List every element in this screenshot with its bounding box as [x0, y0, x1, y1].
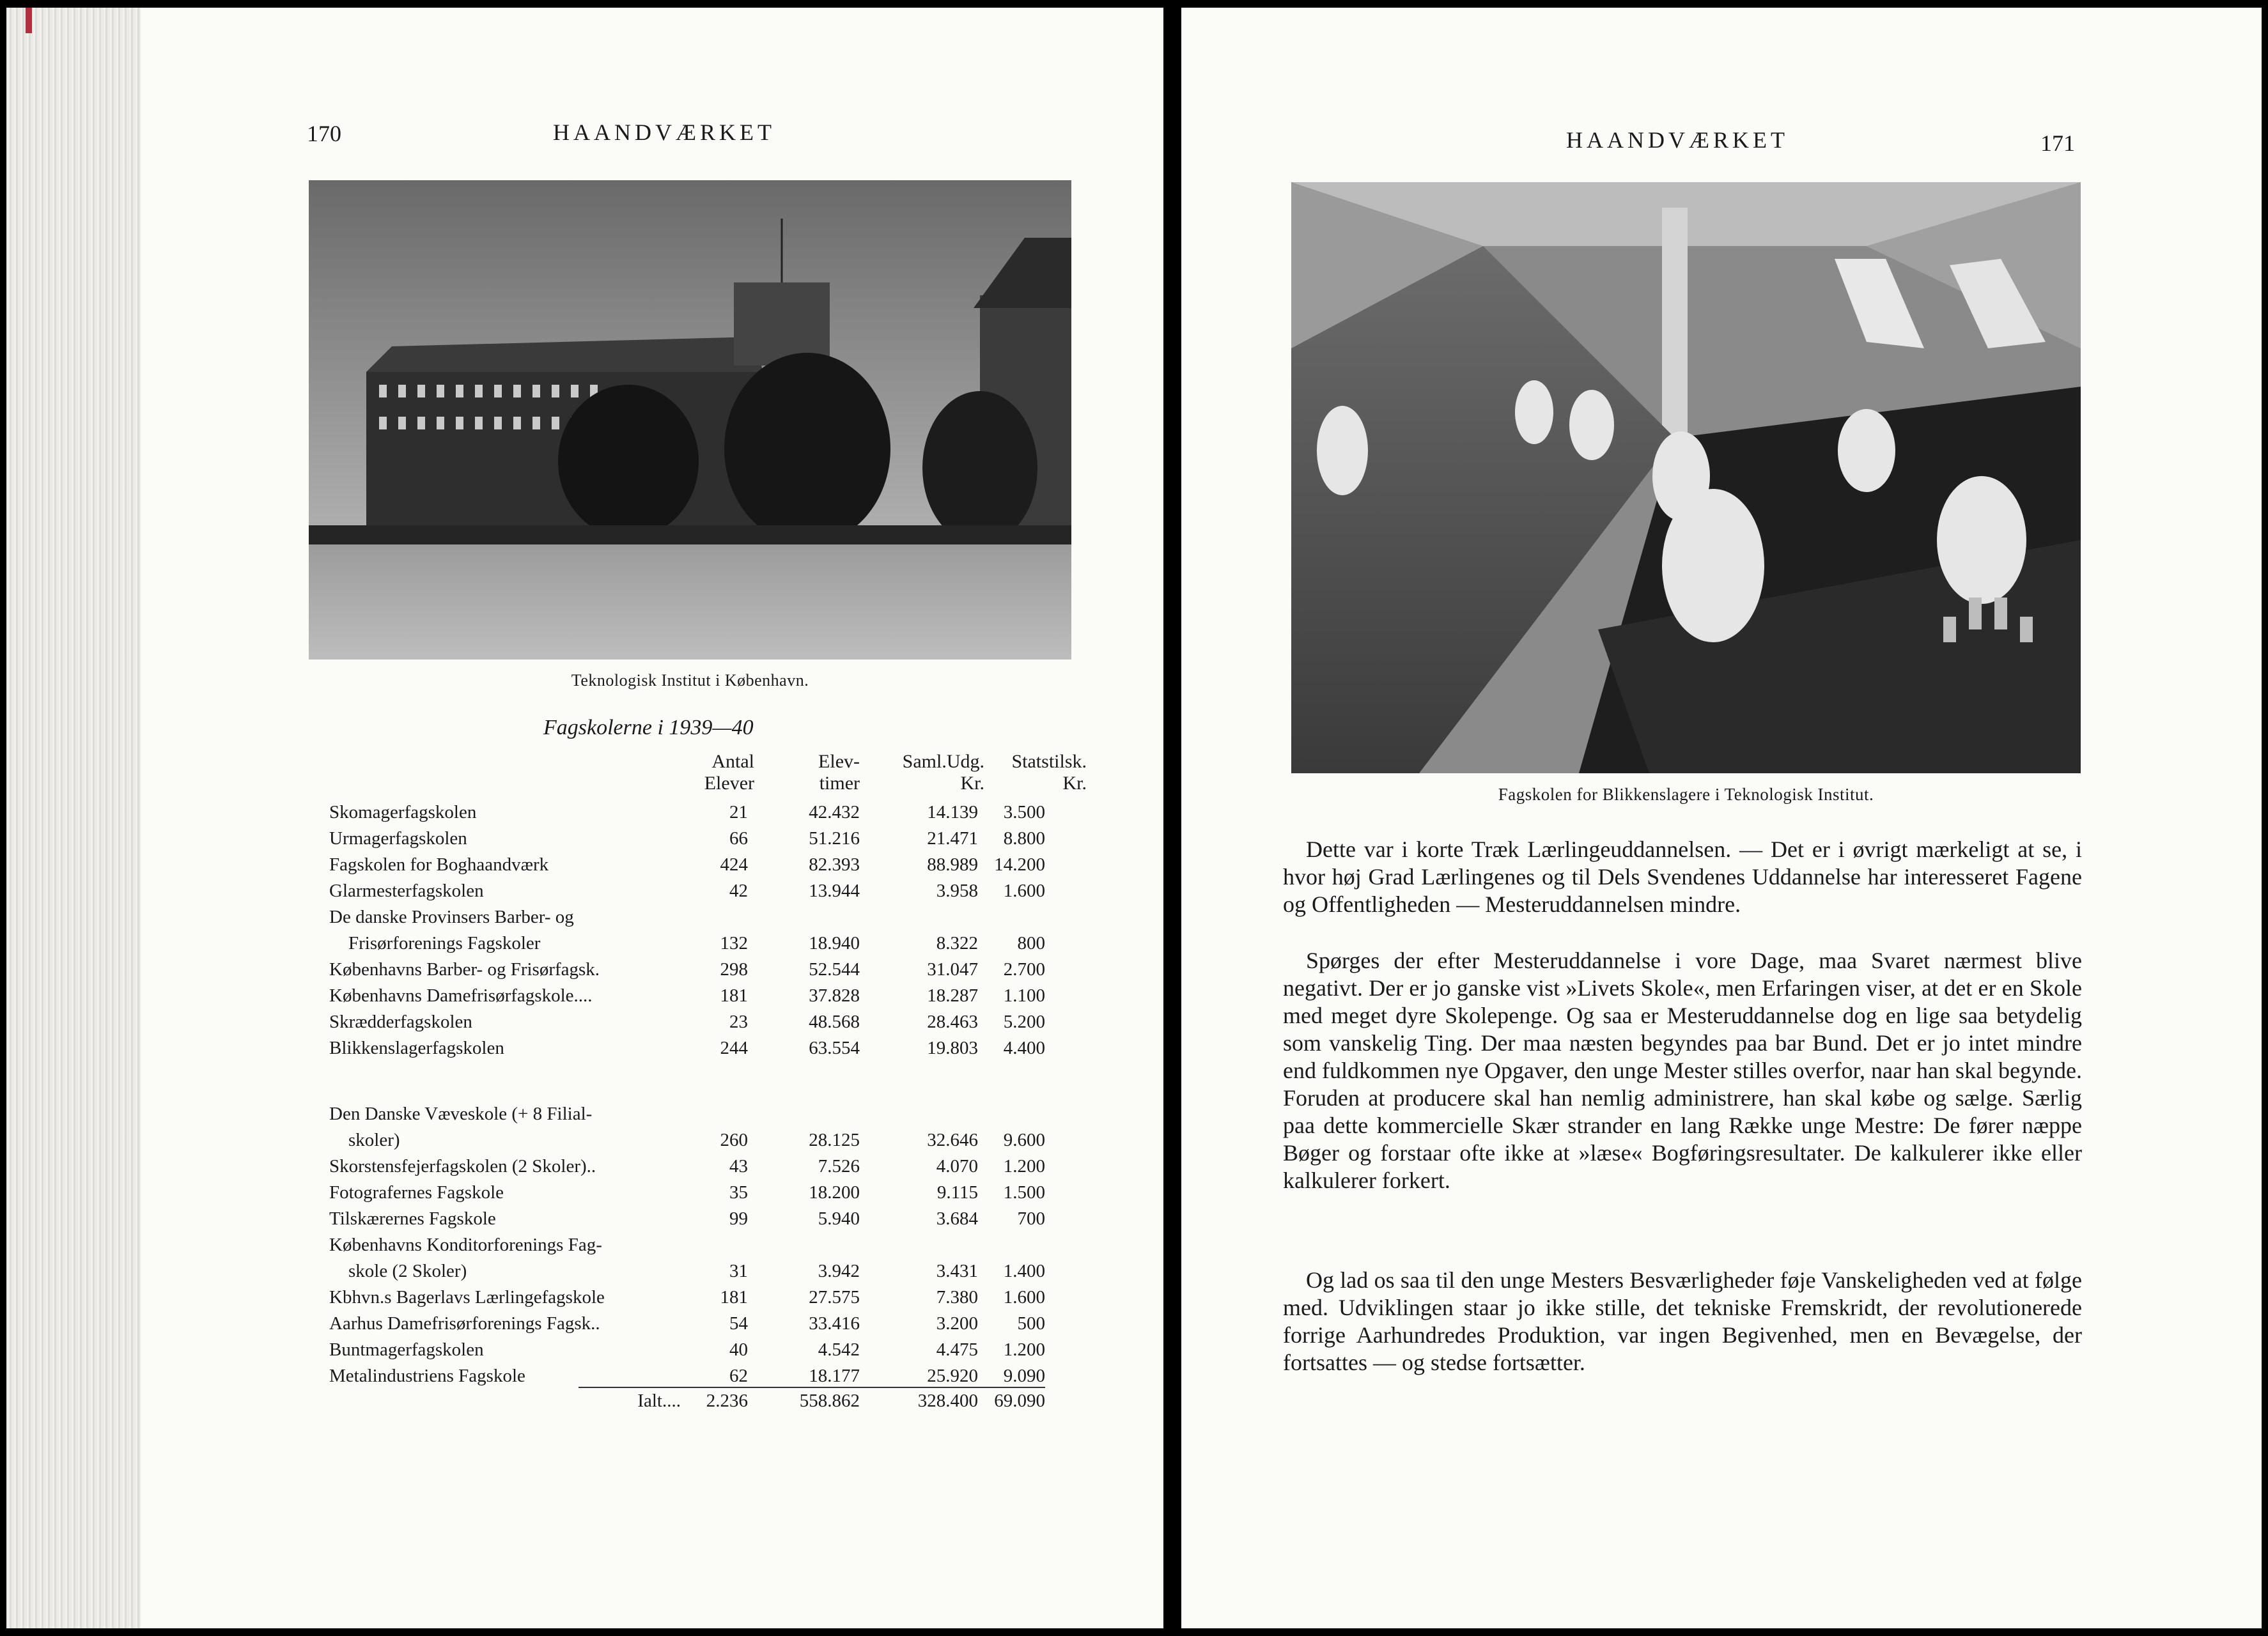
cell-udg: 8.322	[936, 933, 978, 953]
table-row	[329, 1287, 1045, 1313]
cell-elever: 181	[720, 1287, 748, 1308]
cell-udg: 25.920	[927, 1366, 978, 1386]
cell-elever: 40	[729, 1339, 748, 1360]
cell-tilsk: 14.200	[994, 854, 1045, 875]
cell-udg: 21.471	[927, 828, 978, 849]
table-row	[329, 1038, 1045, 1064]
cell-elever: 42	[729, 881, 748, 901]
table-row	[329, 985, 1045, 1012]
cell-elever: 31	[729, 1261, 748, 1281]
school-name: Skomagerfagskolen	[329, 802, 477, 822]
table-row	[329, 854, 1045, 881]
cell-elever: 23	[729, 1012, 748, 1032]
paragraph-2: Spørges der efter Mesteruddannelse i vore Dage, maa Svaret nærmest blive negativt. Der er jo ganske vist »Livets Skole«, men Erfaringen viser, at det er en Skole med meget dyre Skolepenge. Og saa er Mesteruddannelse dog en lige saa betydelig som vanskelig Ting. Der maa næsten begyndes paa bar Bund. Det er jo intet mindre end fuldkommen nye Opgaver, den unge Mester stilles overfor, naar han skal begynde. Foruden at producere skal han nemlig administrere, han skal købe og sælge. Særlig paa dette kommercielle Skær strander en lang Række unge Mestre: De fører næppe Bøger og forstaar ofte ikke at »læse« Bogføringsresultater. De kalkulerer ikke eller kalkulerer forkert.	[1283, 948, 2082, 1193]
table-row	[329, 1208, 1045, 1235]
cell-tilsk: 1.200	[1003, 1156, 1045, 1177]
cell-udg: 4.475	[936, 1339, 978, 1360]
table-row	[329, 1104, 1045, 1130]
cell-tilsk: 1.200	[1003, 1339, 1045, 1360]
cell-elever: 54	[729, 1313, 748, 1334]
cell-elever: 99	[729, 1208, 748, 1229]
cell-udg: 28.463	[927, 1012, 978, 1032]
header-elevtimer: Elev- timer	[818, 751, 860, 794]
school-name: Fotografernes Fagskole	[329, 1182, 504, 1203]
total-tilsk: 69.090	[994, 1391, 1045, 1411]
total-udg: 328.400	[917, 1391, 978, 1411]
cell-elever: 260	[720, 1130, 748, 1150]
cell-elever: 132	[720, 933, 748, 953]
cell-tilsk: 9.090	[1003, 1366, 1045, 1386]
cell-udg: 18.287	[927, 985, 978, 1006]
photo-caption-left: Teknologisk Institut i København.	[571, 671, 809, 690]
table-row	[329, 828, 1045, 854]
cell-timer: 7.526	[818, 1156, 860, 1177]
cell-elever: 298	[720, 959, 748, 980]
table-row	[329, 1130, 1045, 1156]
table-title: Fagskolerne i 1939—40	[543, 716, 754, 739]
cell-tilsk: 500	[1017, 1313, 1045, 1334]
school-name: Den Danske Væveskole (+ 8 Filial-	[329, 1104, 593, 1124]
total-elever: 2.236	[706, 1391, 748, 1411]
cell-timer: 18.177	[809, 1366, 860, 1386]
cell-tilsk: 800	[1017, 933, 1045, 953]
cell-timer: 63.554	[809, 1038, 860, 1058]
cell-tilsk: 1.600	[1003, 881, 1045, 901]
cell-elever: 43	[729, 1156, 748, 1177]
cell-timer: 52.544	[809, 959, 860, 980]
photo-caption-right: Fagskolen for Blikkenslagere i Teknologisk Institut.	[1498, 785, 1874, 804]
workshop-photo	[1291, 182, 2081, 773]
building-photo	[309, 180, 1071, 660]
cell-timer: 18.940	[809, 933, 860, 953]
page-number-right: 171	[2040, 130, 2075, 156]
cell-udg: 3.200	[936, 1313, 978, 1334]
school-name: Tilskærernes Fagskole	[329, 1208, 496, 1229]
table-row	[329, 959, 1045, 985]
cell-timer: 13.944	[809, 881, 860, 901]
header-antal: Antal Elever	[704, 751, 754, 794]
cell-tilsk: 4.400	[1003, 1038, 1045, 1058]
paragraph-1: Dette var i korte Træk Lærlingeuddannelsen. — Det er i øvrigt mærkeligt at se, i hvor høj Grad Lærlingenes og til Dels Svendenes Uddannelse har interesseret Fagene og Offentligheden — Mesteruddannelsen mindre.	[1283, 837, 2082, 917]
cell-timer: 3.942	[818, 1261, 860, 1281]
cell-udg: 4.070	[936, 1156, 978, 1177]
table-row	[329, 933, 1045, 959]
running-head-left: HAANDVÆRKET	[553, 120, 775, 145]
school-name: Glarmesterfagskolen	[329, 881, 484, 901]
workshop-photo-image	[1291, 182, 2081, 773]
total-label: Ialt....	[637, 1391, 681, 1411]
table-row	[329, 1182, 1045, 1208]
cell-udg: 7.380	[936, 1287, 978, 1308]
building-photo-image	[309, 180, 1071, 660]
school-name: Københavns Damefrisørfagskole....	[329, 985, 593, 1006]
cell-timer: 5.940	[818, 1208, 860, 1229]
cell-tilsk: 8.800	[1003, 828, 1045, 849]
cell-elever: 62	[729, 1366, 748, 1386]
school-name: Københavns Barber- og Frisørfagsk.	[329, 959, 600, 980]
cell-timer: 27.575	[809, 1287, 860, 1308]
header-statstilsk: Statstilsk. Kr.	[1011, 751, 1087, 794]
cell-elever: 66	[729, 828, 748, 849]
cell-timer: 33.416	[809, 1313, 860, 1334]
school-name: Buntmagerfagskolen	[329, 1339, 484, 1360]
cell-udg: 9.115	[936, 1182, 978, 1203]
school-name: De danske Provinsers Barber- og	[329, 907, 574, 927]
cell-tilsk: 2.700	[1003, 959, 1045, 980]
cell-tilsk: 700	[1017, 1208, 1045, 1229]
cell-timer: 42.432	[809, 802, 860, 822]
cell-udg: 32.646	[927, 1130, 978, 1150]
school-name: Fagskolen for Boghaandværk	[329, 854, 549, 875]
table-row	[329, 1313, 1045, 1339]
school-name: Frisørforenings Fagskoler	[348, 933, 541, 953]
cell-tilsk: 1.500	[1003, 1182, 1045, 1203]
cell-timer: 51.216	[809, 828, 860, 849]
cell-udg: 31.047	[927, 959, 978, 980]
school-name: Kbhvn.s Bagerlavs Lærlingefagskole	[329, 1287, 605, 1308]
cell-tilsk: 9.600	[1003, 1130, 1045, 1150]
cell-tilsk: 5.200	[1003, 1012, 1045, 1032]
cell-elever: 424	[720, 854, 748, 875]
total-row	[329, 1391, 1045, 1417]
cell-timer: 82.393	[809, 854, 860, 875]
school-name: Skrædderfagskolen	[329, 1012, 472, 1032]
school-name: Aarhus Damefrisørforenings Fagsk..	[329, 1313, 600, 1334]
table-row	[329, 1156, 1045, 1182]
cell-timer: 37.828	[809, 985, 860, 1006]
header-samludg: Saml.Udg. Kr.	[902, 751, 984, 794]
cell-tilsk: 3.500	[1003, 802, 1045, 822]
cell-udg: 3.958	[936, 881, 978, 901]
cell-timer: 18.200	[809, 1182, 860, 1203]
cell-elever: 244	[720, 1038, 748, 1058]
cell-udg: 14.139	[927, 802, 978, 822]
table-row	[329, 1012, 1045, 1038]
table-row	[329, 1339, 1045, 1366]
page-edges	[6, 8, 141, 1628]
table-row	[329, 881, 1045, 907]
cell-timer: 4.542	[818, 1339, 860, 1360]
school-name: Skorstensfejerfagskolen (2 Skoler)..	[329, 1156, 596, 1177]
cell-udg: 3.684	[936, 1208, 978, 1229]
table-row	[329, 802, 1045, 828]
school-name: Københavns Konditorforenings Fag-	[329, 1235, 602, 1255]
total-rule	[579, 1387, 1045, 1388]
cell-elever: 181	[720, 985, 748, 1006]
table-row	[329, 907, 1045, 933]
cell-elever: 21	[729, 802, 748, 822]
cell-udg: 19.803	[927, 1038, 978, 1058]
cell-udg: 88.989	[927, 854, 978, 875]
cell-timer: 48.568	[809, 1012, 860, 1032]
cell-tilsk: 1.100	[1003, 985, 1045, 1006]
cell-timer: 28.125	[809, 1130, 860, 1150]
page-number-left: 170	[307, 121, 341, 146]
paragraph-3: Og lad os saa til den unge Mesters Besværligheder føje Vanskeligheden ved at følge med. Udviklingen staar jo ikke stille, det tekniske Fremskridt, der revolutionerede forrige Aarhundredes Produktion, var ingen Begivenhed, men en Bevægelse, der fortsattes — og stedse fortsætter.	[1283, 1267, 2082, 1375]
school-name: Urmagerfagskolen	[329, 828, 467, 849]
school-name: Metalindustriens Fagskole	[329, 1366, 525, 1386]
school-name: Blikkenslagerfagskolen	[329, 1038, 504, 1058]
cell-elever: 35	[729, 1182, 748, 1203]
cell-tilsk: 1.600	[1003, 1287, 1045, 1308]
running-head-right: HAANDVÆRKET	[1566, 127, 1789, 153]
school-name: skoler)	[348, 1130, 400, 1150]
cell-tilsk: 1.400	[1003, 1261, 1045, 1281]
school-name: skole (2 Skoler)	[348, 1261, 467, 1281]
table-row	[329, 1261, 1045, 1287]
total-timer: 558.862	[799, 1391, 860, 1411]
cell-udg: 3.431	[936, 1261, 978, 1281]
table-row	[329, 1235, 1045, 1261]
